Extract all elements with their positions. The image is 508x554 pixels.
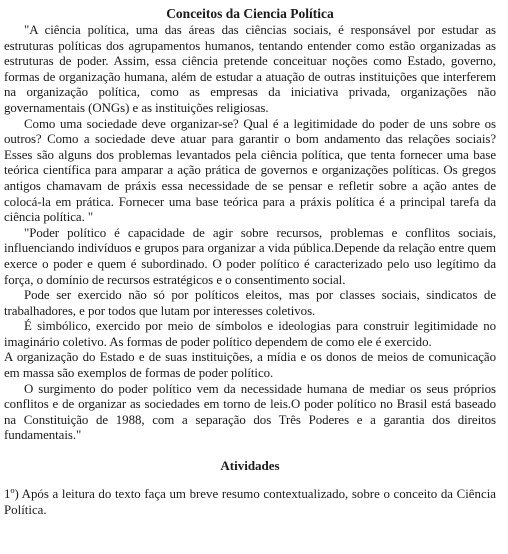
paragraph-exercised-by: Pode ser exercido não só por políticos eleitos, mas por classes sociais, sindicatos de trabalhadores, e por todos que lutam por interesses coletivos. xyxy=(4,288,496,318)
document-title: Conceitos da Ciencia Política xyxy=(166,6,334,21)
activity-question-1: 1º) Após a leitura do texto faça um breve resumo contextualizado, sobre o conceito da Ciência Política. xyxy=(4,487,496,517)
paragraph-intro: "A ciência política, uma das áreas das ciências sociais, é responsável por estudar as estruturas políticas dos agrupamentos humanos, tentando entender como estão organizadas as estruturas de poder. Assim, essa ciência pretende conceituar noções como Estado, governo, formas de organização humana, além de estudar a atuação de outras instituições que interferem na organização política, como as empresas da iniciativa privada, organizações não governamentais (ONGs) e as instituições religiosas. xyxy=(4,23,496,115)
paragraph-political-power: "Poder político é capacidade de agir sobre recursos, problemas e conflitos sociais, influenciando indivíduos e grupos para organizar a vida pública.Depende da relação entre quem exerce o poder e quem é subordinado. O poder político é caracterizado pelo uso legítimo da força, o domínio de recursos estratégicos e o consentimento social. xyxy=(4,225,496,287)
paragraph-symbolic: É simbólico, exercido por meio de símbolos e ideologias para construir legitimidade no imaginário coletivo. As formas de poder político dependem de como ele é exercido. xyxy=(4,319,496,349)
activities-title: Atividades xyxy=(220,458,280,474)
paragraph-questions: Como uma sociedade deve organizar-se? Qual é a legitimidade do poder de uns sobre os outros? Como a sociedade deve atuar para garantir o bom andamento das relações sociais? Esses são alguns dos problemas levantados pela ciência política, que tenta fornecer uma base teórica científica para amparar a ação prática de governos e organizações políticas. Os gregos antigos chamavam de práxis essa necessidade de se pensar e refletir sobre a ação antes de colocá-la em prática. Fornecer uma base teórica para a práxis política é a principal tarefa da ciência política. " xyxy=(4,116,496,225)
paragraph-origin: O surgimento do poder político vem da necessidade humana de mediar os seus próprios conflitos e de organizar as sociedades em torno de leis.O poder político no Brasil está baseado na Constituição de 1988, com a separação dos Três Poderes e a garantia dos direitos fundamentais." xyxy=(4,381,496,443)
document-page xyxy=(4,6,496,518)
paragraph-state-organization: A organização do Estado e de suas instituições, a mídia e os donos de meios de comunicação em massa são exemplos de formas de poder político. xyxy=(4,350,496,381)
